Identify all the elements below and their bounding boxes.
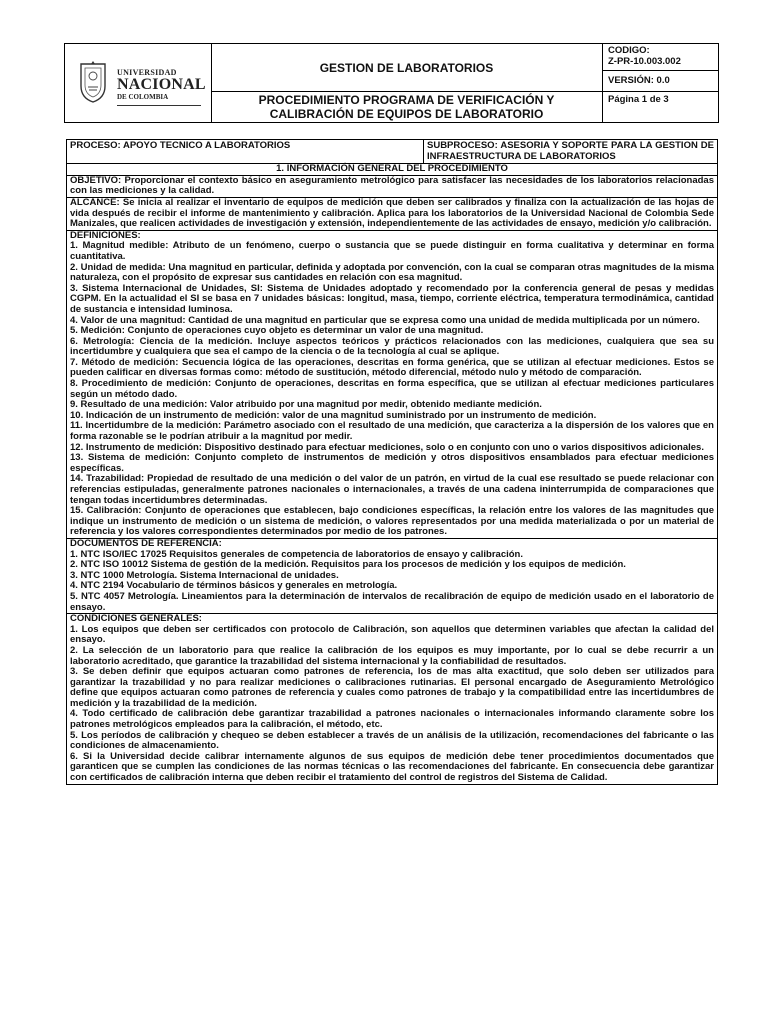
definition-item: 10. Indicación de un instrumento de medición: valor de una magnitud suministrado por un instrumento de medición.	[70, 409, 597, 421]
logo-cell	[65, 44, 212, 122]
process-row	[67, 140, 717, 164]
definition-item: 13. Sistema de medición: Conjunto completo de instrumentos de medición y otros dispositivos ensamblados para efectuar mediciones específicas.	[70, 452, 714, 474]
code-value: Z-PR-10.003.002	[608, 56, 681, 67]
subtitle-line-1: PROCEDIMIENTO PROGRAMA DE VERIFICACIÓN Y	[258, 93, 555, 107]
general-conditions-block	[67, 614, 717, 784]
definition-item: 6. Metrología: Ciencia de la medición. Incluye aspectos teóricos y prácticos relacionados con las mediciones, cualquiera que sea su incertidumbre y cualquiera que sea el campo de la ciencia o de la tecnología al cual se aplique.	[70, 335, 714, 358]
document-title: GESTION DE LABORATORIOS	[211, 44, 603, 92]
procedure-table	[66, 139, 718, 785]
logo-line-3: DE COLOMBIA	[117, 93, 169, 101]
scope-block: ALCANCE: Se inicia al realizar el inventario de equipos de medición que deben ser calibrados y finaliza con la actualización de las hojas de vida después de recibir el informe de mantenimiento y calibración. Aplica para los laboratorios de la Universidad Nacional de Colombia Sede Manizales, que realicen actividades de investigación y extensión, independientemente de las actividades de ensayo, medición y/o calibración.	[67, 198, 717, 231]
subprocess-cell: SUBPROCESO: ASESORIA Y SOPORTE PARA LA GESTION DE INFRAESTRUCTURA DE LABORATORIOS	[427, 140, 714, 162]
logo-rule	[117, 105, 201, 106]
references-heading: DOCUMENTOS DE REFERENCIA:	[70, 537, 222, 549]
references-block	[67, 539, 717, 614]
condition-item: 3. Se deben definir que equipos actuaran como patrones de referencia, los de mas alta exactitud, que solo deben ser utilizados para garantizar la trazabilidad y no para realizar mediciones o calibraciones rutinarias. El personal encargado de Aseguramiento Metrológico define que equipos actuaran como patrones de referencia y cuales como patrones de trabajo y la compatibilidad entre las incertidumbres de medición y la trazabilidad de la medición.	[70, 666, 714, 709]
condition-item: 2. La selección de un laboratorio para que realice la calibración de los equipos es muy importante, por lo cual se debe recurrir a un laboratorio acreditado, que garantice la trazabilidad del sistema internacional y la confiabilidad de resultados.	[70, 644, 714, 667]
document-header	[64, 43, 719, 123]
definition-item: 11. Incertidumbre de la medición: Parámetro asociado con el resultado de una medición, que caracteriza a la dispersión de los valores que en forma razonable se le podrían atribuir a la magnitud por medir.	[70, 420, 714, 443]
definition-item: 2. Unidad de medida: Una magnitud en particular, definida y adoptada por convención, con la cual se comparan otras magnitudes de la misma naturaleza, con el propósito de expresar sus cantidades en relación con esa magnitud.	[70, 261, 714, 284]
condition-item: 4. Todo certificado de calibración debe garantizar trazabilidad a patrones nacionales o internacionales informando claramente sobre los patrones metrológicos empleados para la calibración, el método, etc.	[70, 708, 714, 731]
definition-item: 9. Resultado de una medición: Valor atribuido por una magnitud por medir, obtenido mediante medición.	[70, 399, 542, 411]
definition-item: 12. Instrumento de medición: Dispositivo destinado para efectuar mediciones, solo o en conjunto con uno o varios dispositivos adicionales.	[70, 441, 704, 453]
definition-item: 5. Medición: Conjunto de operaciones cuyo objeto es determinar un valor de una magnitud.	[70, 325, 484, 337]
code-label: CODIGO:	[608, 45, 650, 56]
definition-item: 8. Procedimiento de medición: Conjunto de operaciones, descritas en forma específica, que se utilizan al efectuar mediciones particulares según un método dado.	[70, 378, 714, 400]
university-logo	[117, 68, 207, 106]
condition-item: 1. Los equipos que deben ser certificados con protocolo de Calibración, son aquellos que determinen variables que afectan la calidad del ensayo.	[70, 623, 714, 646]
definition-item: 14. Trazabilidad: Propiedad de resultado de una medición o del valor de un patrón, en virtud de la cual ese resultado se puede relacionar con referencias estipuladas, generalmente patrones nacionales o internacionales, a través de una cadena ininterrumpida de comparaciones que tengan todas incertidumbres determinadas.	[70, 473, 714, 506]
definition-item: 1. Magnitud medible: Atributo de un fenómeno, cuerpo o sustancia que se puede distinguir en forma cualitativa y determinar en forma cuantitativa.	[70, 240, 714, 262]
reference-item: 2. NTC ISO 10012 Sistema de gestión de la medición. Requisitos para los procesos de medición y los equipos de medición.	[70, 559, 626, 571]
definitions-block	[67, 231, 717, 539]
version-cell: VERSIÓN: 0.0	[603, 71, 718, 92]
page-number: Página 1 de 3	[608, 94, 669, 105]
university-seal-icon	[77, 60, 109, 104]
logo-line-2: NACIONAL	[117, 76, 206, 93]
objective-block: OBJETIVO: Proporcionar el contexto básico en aseguramiento metrológico para satisfacer las necesidades de los laboratorios relacionadas con las mediciones y la calidad.	[67, 176, 717, 198]
section-title: 1. INFORMACIÓN GENERAL DEL PROCEDIMIENTO	[67, 164, 717, 176]
reference-item: 5. NTC 4057 Metrología. Lineamientos para la determinación de intervalos de recalibración de equipo de medición usado en el laboratorio de ensayo.	[70, 590, 714, 613]
process-cell: PROCESO: APOYO TECNICO A LABORATORIOS	[67, 140, 424, 163]
document-subtitle	[211, 92, 603, 122]
reference-item: 4. NTC 2194 Vocabulario de términos básicos y generales en metrología.	[70, 580, 398, 592]
definitions-heading: DEFINICIONES:	[70, 229, 141, 241]
subtitle-line-2: CALIBRACIÓN DE EQUIPOS DE LABORATORIO	[269, 107, 544, 121]
definition-item: 3. Sistema Internacional de Unidades, SI: Sistema de Unidades adoptado y recomendado por la conferencia general de pesas y medidas CGPM. En la actualidad el SI se basa en 7 unidades básicas: longitud, masa, tiempo, corriente eléctrica, temperatura termodinámica, cantidad de sustancia e intensidad luminosa.	[70, 282, 714, 315]
conditions-heading: CONDICIONES GENERALES:	[70, 613, 202, 625]
definition-item: 15. Calibración: Conjunto de operaciones que establecen, bajo condiciones específicas, la relación entre los valores de las magnitudes que indique un instrumento de medición o un sistema de medición, o valores representados por una medida materializada o por un material de referencia y los valores correspondientes determinados por medio de los patrones.	[70, 505, 714, 538]
reference-item: 1. NTC ISO/IEC 17025 Requisitos generales de competencia de laboratorios de ensayo y calibración.	[70, 548, 523, 560]
condition-item: 6. Si la Universidad decide calibrar internamente algunos de sus equipos de medición debe tener procedimientos documentados que garanticen que se cumplen las condiciones de las normas técnicas o las recomendaciones del fabricante. En consecuencia debe garantizar con certificados de calibración interna que deben recibir el tratamiento del control de registros del Sistema de Calidad.	[70, 750, 714, 784]
condition-item: 5. Los períodos de calibración y chequeo se deben establecer a través de un análisis de la utilización, recomendaciones del fabricante o las condiciones de almacenamiento.	[70, 729, 714, 752]
logo-line-1: UNIVERSIDAD	[117, 68, 177, 77]
definition-item: 4. Valor de una magnitud: Cantidad de una magnitud en particular que se expresa como una unidad de medida multiplicada por un número.	[70, 314, 700, 326]
definition-item: 7. Método de medición: Secuencia lógica de las operaciones, descritas en forma genérica, que se utilizan al efectuar mediciones. Estos se pueden calificar en diversas formas como: método de sustitución, método diferencial, método nulo y método de comparación.	[70, 356, 714, 379]
code-cell	[603, 44, 718, 71]
reference-item: 3. NTC 1000 Metrología. Sistema Internacional de unidades.	[70, 569, 339, 581]
